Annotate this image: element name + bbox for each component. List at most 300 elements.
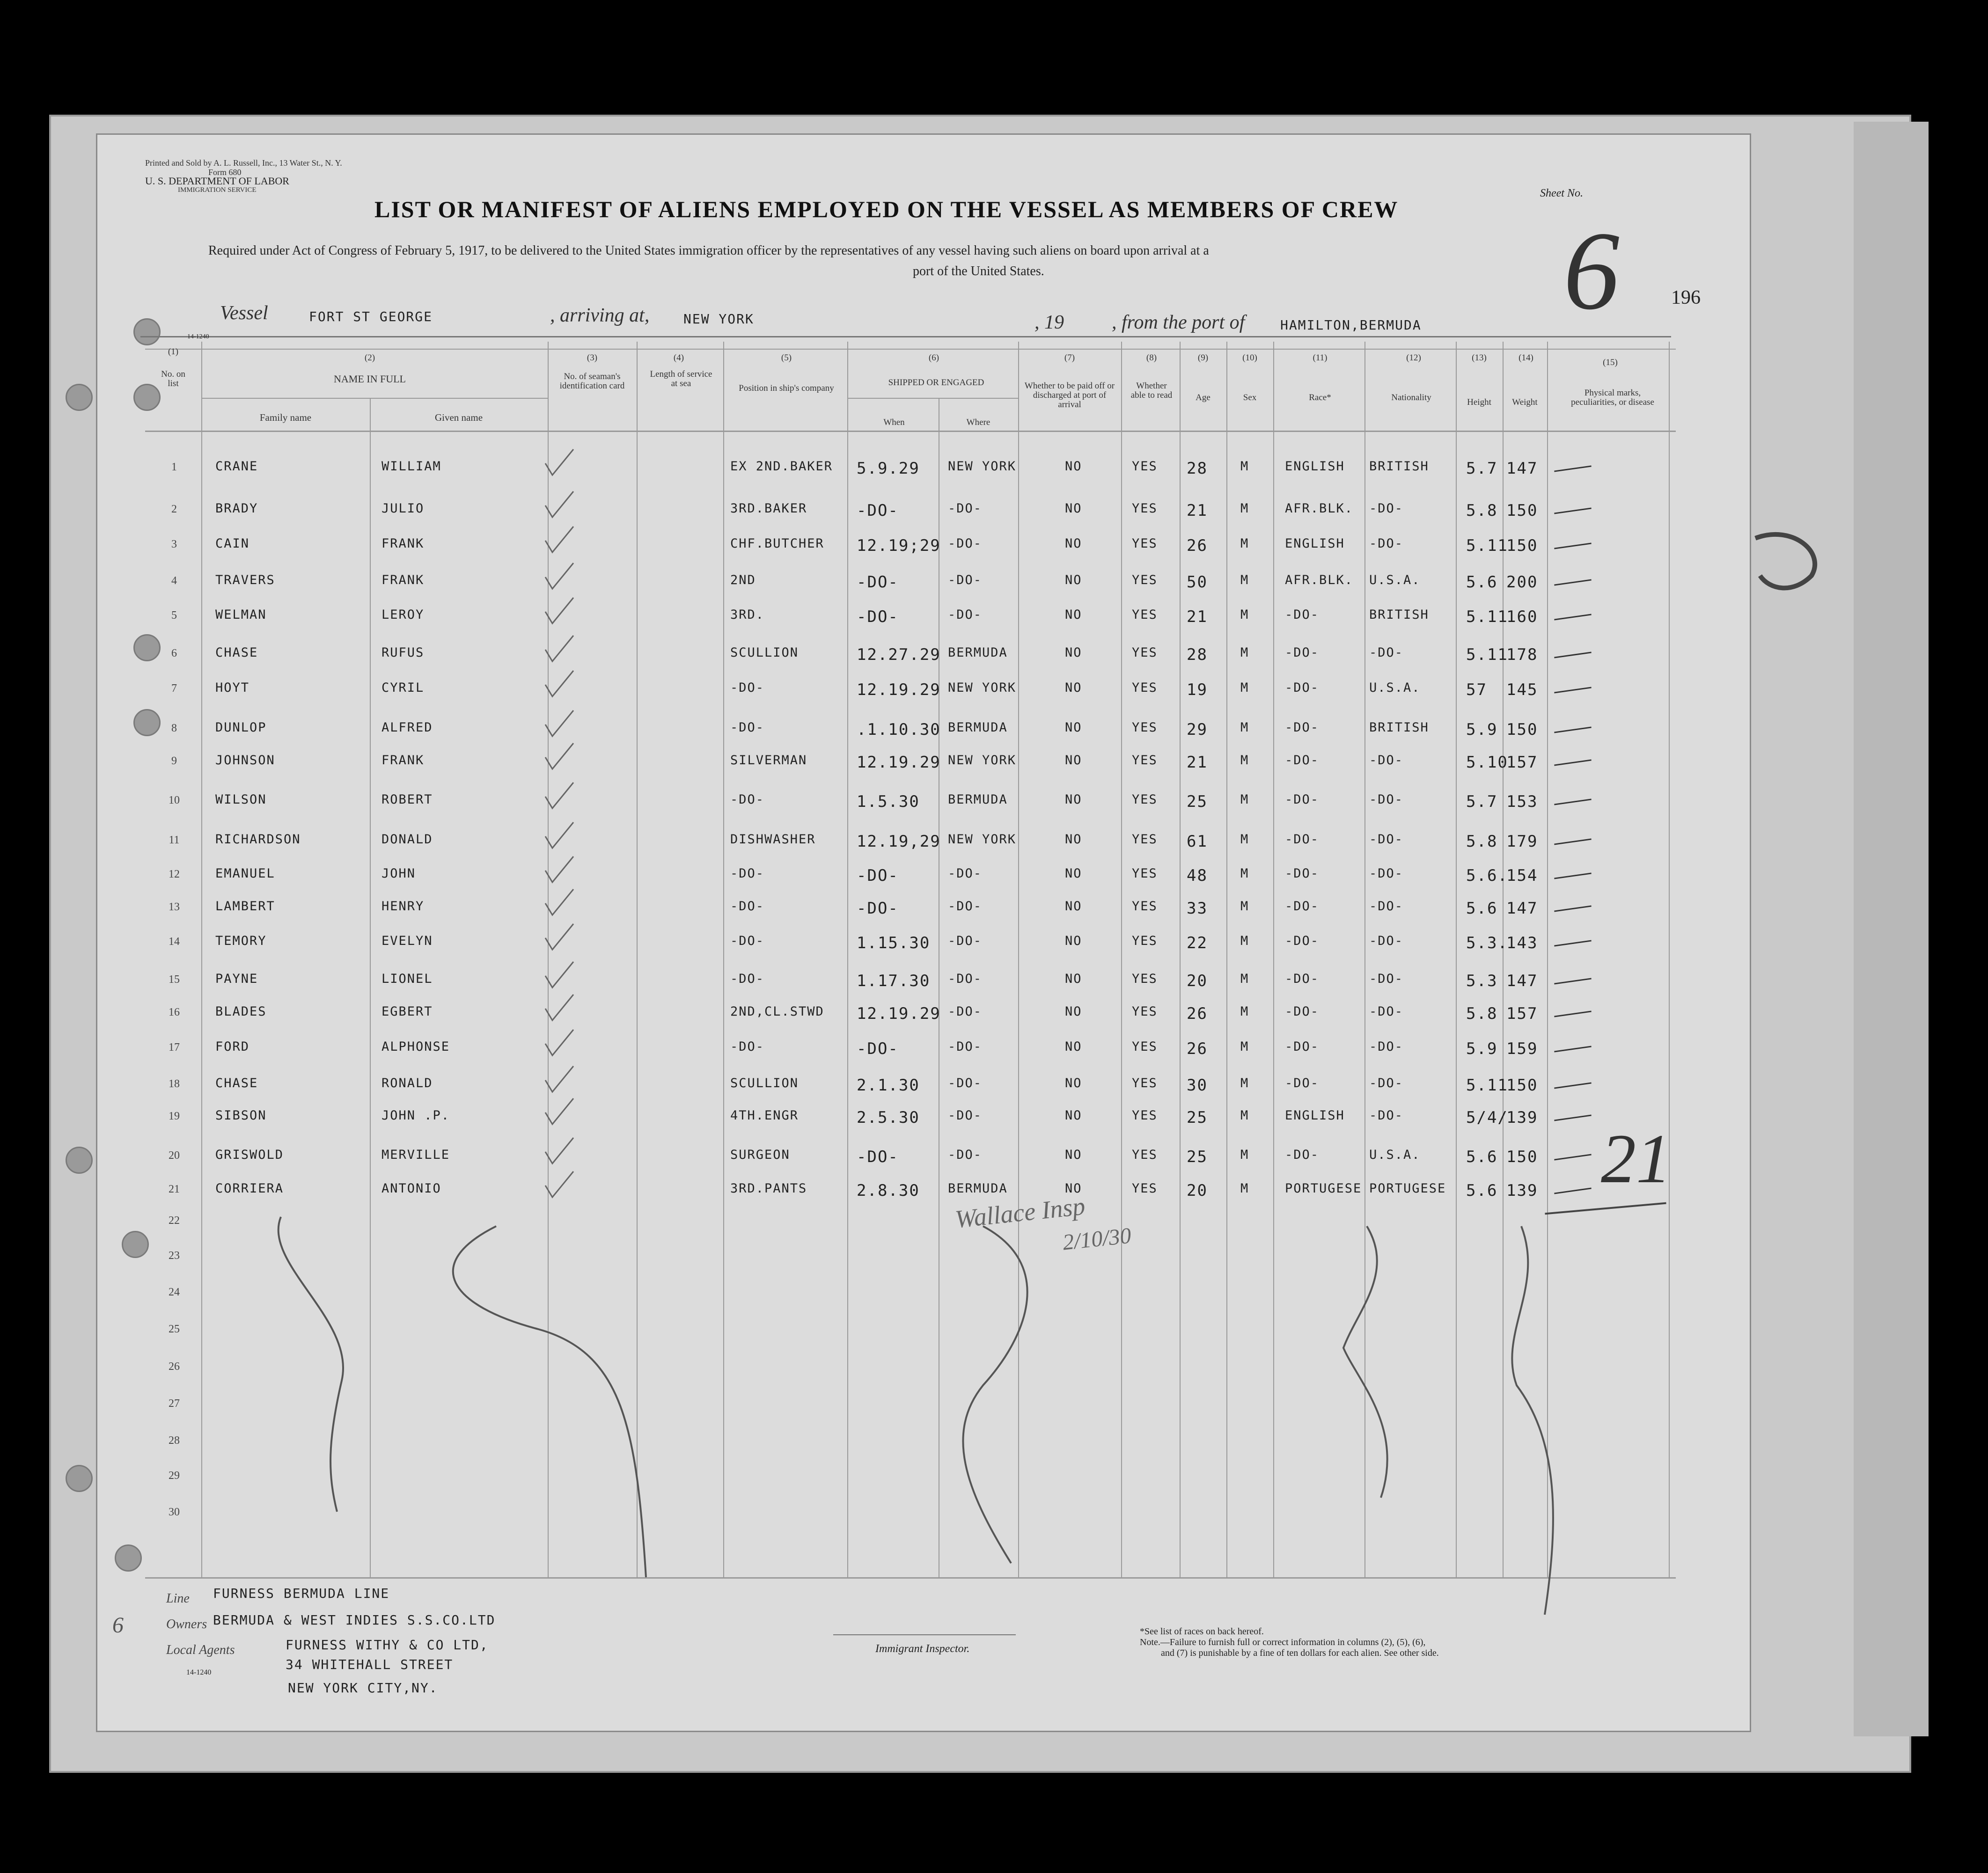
position: 3RD.	[730, 607, 765, 622]
height: 5.9	[1466, 1039, 1498, 1058]
race: -DO-	[1285, 866, 1320, 881]
able-to-read: YES	[1132, 1108, 1158, 1123]
able-to-read: YES	[1132, 501, 1158, 516]
paid-off: NO	[1065, 832, 1082, 847]
height: 5.11	[1466, 1076, 1508, 1095]
given-name: FRANK	[381, 573, 425, 587]
shipped-where: -DO-	[948, 536, 983, 551]
col4-header: Length of service at sea	[650, 369, 712, 388]
shipped-when: .1.10.30	[857, 720, 941, 739]
able-to-read: YES	[1132, 1039, 1158, 1054]
col11-header: Race*	[1309, 393, 1331, 402]
height: 5.11	[1466, 536, 1508, 555]
shipped-where: -DO-	[948, 899, 983, 914]
shipped-where: BERMUDA	[948, 720, 1008, 735]
col7-num: (7)	[1064, 353, 1075, 363]
race: ENGLISH	[1285, 459, 1345, 474]
col9-num: (9)	[1197, 353, 1209, 363]
position: DISHWASHER	[730, 832, 816, 847]
inspector-date: 2/10/30	[1061, 1223, 1133, 1255]
sex: M	[1240, 1039, 1249, 1054]
shipped-when: 2.5.30	[857, 1108, 920, 1127]
col6-num: (6)	[928, 353, 939, 363]
col-rule	[723, 342, 724, 1577]
row-number: 3	[171, 538, 177, 550]
nationality: BRITISH	[1369, 607, 1429, 622]
shipped-when: 1.17.30	[857, 972, 931, 990]
paid-off: NO	[1065, 866, 1082, 881]
header-top-rule	[145, 349, 1676, 350]
underlying-page-edge	[1854, 122, 1929, 1736]
inspector-signature-line	[833, 1634, 1016, 1635]
height: 5.3	[1466, 972, 1498, 990]
check-mark-icon	[543, 1027, 576, 1060]
col2a-header: Family name	[259, 412, 312, 423]
col-rule	[1226, 342, 1227, 1577]
check-mark-icon	[543, 887, 576, 920]
able-to-read: YES	[1132, 645, 1158, 660]
row-number: 26	[169, 1361, 180, 1373]
sex: M	[1240, 934, 1249, 948]
row-number: 27	[169, 1397, 180, 1410]
row-number: 11	[169, 834, 180, 846]
row-number: 28	[169, 1434, 180, 1447]
given-name: FRANK	[381, 753, 425, 768]
shipped-when: 1.15.30	[857, 934, 931, 952]
age: 50	[1187, 573, 1208, 592]
shipped-when: -DO-	[857, 607, 899, 626]
shipped-when: -DO-	[857, 899, 899, 918]
col11-num: (11)	[1313, 353, 1328, 363]
col12-num: (12)	[1406, 353, 1421, 363]
col9-header: Age	[1196, 393, 1210, 402]
header-bottom-rule	[145, 431, 1676, 432]
able-to-read: YES	[1132, 573, 1158, 587]
col3-num: (3)	[587, 353, 598, 363]
row-number: 20	[169, 1149, 180, 1162]
check-mark-icon	[543, 561, 576, 593]
position: 2ND,CL.STWD	[730, 1004, 824, 1019]
shipped-where: -DO-	[948, 1076, 983, 1090]
subtitle-line1: Required under Act of Congress of February 5, 1917, to be delivered to the United States immigration officer by the representatives of any vessel having such aliens on board upon arrival at a	[208, 243, 1209, 258]
position: -DO-	[730, 792, 765, 807]
weight: 139	[1506, 1108, 1538, 1127]
binder-hole	[122, 1231, 149, 1258]
row-number: 22	[169, 1215, 180, 1227]
age: 25	[1187, 1148, 1208, 1166]
position: CHF.BUTCHER	[730, 536, 824, 551]
age: 25	[1187, 792, 1208, 811]
height: 5.8	[1466, 501, 1498, 520]
age: 21	[1187, 501, 1208, 520]
age: 61	[1187, 832, 1208, 851]
check-mark-icon	[543, 992, 576, 1025]
shipped-where: -DO-	[948, 1004, 983, 1019]
sex: M	[1240, 607, 1249, 622]
race: AFR.BLK.	[1285, 501, 1354, 516]
paid-off: NO	[1065, 720, 1082, 735]
able-to-read: YES	[1132, 792, 1158, 807]
position: 3RD.PANTS	[730, 1181, 807, 1196]
family-name: CHASE	[215, 1076, 258, 1090]
row-number: 30	[169, 1506, 180, 1518]
family-name: CORRIERA	[215, 1181, 284, 1196]
given-name: MERVILLE	[381, 1148, 450, 1162]
age: 26	[1187, 1039, 1208, 1058]
col13-num: (13)	[1472, 353, 1487, 363]
form-number: Form 680	[208, 168, 242, 177]
able-to-read: YES	[1132, 934, 1158, 948]
nationality: -DO-	[1369, 792, 1404, 807]
weight: 157	[1506, 1004, 1538, 1023]
weight: 153	[1506, 792, 1538, 811]
check-mark-icon	[543, 959, 576, 992]
age: 20	[1187, 972, 1208, 990]
shipped-when: -DO-	[857, 1039, 899, 1058]
col10-num: (10)	[1242, 353, 1257, 363]
nationality: -DO-	[1369, 753, 1404, 768]
weight: 143	[1506, 934, 1538, 952]
race: -DO-	[1285, 899, 1320, 914]
check-mark-icon	[543, 1135, 576, 1168]
col6-subrule	[847, 398, 1018, 399]
row-number: 23	[169, 1250, 180, 1262]
col5-num: (5)	[781, 353, 792, 363]
row-number: 13	[169, 901, 180, 913]
shipped-where: -DO-	[948, 607, 983, 622]
row-number: 5	[171, 609, 177, 622]
shipped-where: NEW YORK	[948, 832, 1017, 847]
shipped-where: NEW YORK	[948, 680, 1017, 695]
arriving-label: , arriving at,	[550, 305, 650, 326]
family-name: WILSON	[215, 792, 267, 807]
family-name: PAYNE	[215, 972, 258, 986]
vessel-underline	[140, 336, 1671, 337]
sex: M	[1240, 753, 1249, 768]
family-name: TRAVERS	[215, 573, 275, 587]
page-title: LIST OR MANIFEST OF ALIENS EMPLOYED ON THE VESSEL AS MEMBERS OF CREW	[374, 196, 1399, 222]
col4-num: (4)	[673, 353, 684, 363]
row-number: 25	[169, 1323, 180, 1335]
check-mark-icon	[543, 633, 576, 666]
check-mark-icon	[543, 708, 576, 741]
age: 20	[1187, 1181, 1208, 1200]
row-number: 16	[169, 1006, 180, 1018]
able-to-read: YES	[1132, 866, 1158, 881]
family-name: GRISWOLD	[215, 1148, 284, 1162]
paid-off: NO	[1065, 899, 1082, 914]
age: 33	[1187, 899, 1208, 918]
check-mark-icon	[543, 668, 576, 701]
weight: 157	[1506, 753, 1538, 772]
weight: 150	[1506, 536, 1538, 555]
col14-num: (14)	[1519, 353, 1533, 363]
paid-off: NO	[1065, 1039, 1082, 1054]
sex: M	[1240, 1148, 1249, 1162]
able-to-read: YES	[1132, 1148, 1158, 1162]
row-number: 15	[169, 973, 180, 986]
shipped-when: 12.27.29	[857, 645, 941, 664]
row-number: 1	[171, 461, 177, 473]
subtitle-line2: port of the United States.	[913, 264, 1044, 278]
family-name: CHASE	[215, 645, 258, 660]
height: 5.6	[1466, 899, 1498, 918]
nationality: -DO-	[1369, 1004, 1404, 1019]
paid-off: NO	[1065, 536, 1082, 551]
sex: M	[1240, 501, 1249, 516]
position: 4TH.ENGR	[730, 1108, 799, 1123]
family-name: DUNLOP	[215, 720, 267, 735]
shipped-when: 1.5.30	[857, 792, 920, 811]
shipped-when: 12.19.29	[857, 1004, 941, 1023]
family-name: SIBSON	[215, 1108, 267, 1123]
given-name: LIONEL	[381, 972, 433, 986]
family-name: RICHARDSON	[215, 832, 301, 847]
shipped-when: 12.19;29	[857, 536, 941, 555]
col7-header: Whether to be paid off or discharged at port of arrival	[1024, 381, 1115, 410]
able-to-read: YES	[1132, 459, 1158, 474]
shipped-when: -DO-	[857, 1148, 899, 1166]
paid-off: NO	[1065, 1148, 1082, 1162]
sex: M	[1240, 832, 1249, 847]
family-name: BLADES	[215, 1004, 267, 1019]
given-name: RUFUS	[381, 645, 425, 660]
sex: M	[1240, 972, 1249, 986]
col8-header: Whether able to read	[1130, 381, 1173, 400]
inspector-signature: Wallace Insp	[954, 1192, 1086, 1234]
col-rule	[370, 398, 371, 1577]
age: 21	[1187, 607, 1208, 626]
given-name: FRANK	[381, 536, 425, 551]
able-to-read: YES	[1132, 753, 1158, 768]
col12-header: Nationality	[1391, 393, 1431, 402]
given-name: WILLIAM	[381, 459, 441, 474]
position: -DO-	[730, 866, 765, 881]
position: -DO-	[730, 899, 765, 914]
binder-hole	[133, 709, 161, 736]
shipped-when: 12.19,29	[857, 832, 941, 851]
footer-agents-value1: FURNESS WITHY & CO LTD,	[286, 1637, 489, 1653]
position: -DO-	[730, 972, 765, 986]
binder-hole	[115, 1544, 142, 1572]
shipped-where: NEW YORK	[948, 459, 1017, 474]
nationality: -DO-	[1369, 934, 1404, 948]
printer-line: Printed and Sold by A. L. Russell, Inc., 13 Water St., N. Y.	[145, 158, 342, 168]
family-name: BRADY	[215, 501, 258, 516]
age: 30	[1187, 1076, 1208, 1095]
race: ENGLISH	[1285, 536, 1345, 551]
inspector-label: Immigrant Inspector.	[875, 1643, 970, 1655]
paid-off: NO	[1065, 573, 1082, 587]
able-to-read: YES	[1132, 832, 1158, 847]
paid-off: NO	[1065, 680, 1082, 695]
race: -DO-	[1285, 1148, 1320, 1162]
check-mark-icon	[543, 524, 576, 557]
race: -DO-	[1285, 934, 1320, 948]
row-number: 17	[169, 1041, 180, 1054]
col2-num: (2)	[364, 353, 375, 363]
row-number: 8	[171, 722, 177, 734]
sex: M	[1240, 1004, 1249, 1019]
footer-note1: *See list of races on back hereof.	[1140, 1626, 1264, 1637]
height: 5.10	[1466, 753, 1508, 772]
able-to-read: YES	[1132, 536, 1158, 551]
race: -DO-	[1285, 1076, 1320, 1090]
check-mark-icon	[543, 595, 576, 628]
age: 26	[1187, 1004, 1208, 1023]
height: 5.7	[1466, 459, 1498, 478]
paid-off: NO	[1065, 1076, 1082, 1090]
race: ENGLISH	[1285, 1108, 1345, 1123]
position: -DO-	[730, 934, 765, 948]
position: SCULLION	[730, 645, 799, 660]
race: AFR.BLK.	[1285, 573, 1354, 587]
nationality: PORTUGESE	[1369, 1181, 1446, 1196]
family-name: TEMORY	[215, 934, 267, 948]
height: 5.3.	[1466, 934, 1508, 952]
service: IMMIGRATION SERVICE	[178, 186, 257, 194]
height: 5.11	[1466, 607, 1508, 626]
paid-off: NO	[1065, 607, 1082, 622]
row-number: 10	[169, 794, 180, 806]
given-name: HENRY	[381, 899, 425, 914]
race: -DO-	[1285, 972, 1320, 986]
shipped-when: 12.19.29	[857, 753, 941, 772]
nationality: -DO-	[1369, 536, 1404, 551]
race: -DO-	[1285, 832, 1320, 847]
col2-subrule	[201, 398, 548, 399]
sex: M	[1240, 459, 1249, 474]
nationality: BRITISH	[1369, 459, 1429, 474]
col-rule	[1180, 342, 1181, 1577]
nationality: -DO-	[1369, 972, 1404, 986]
footer-owners-label: Owners	[166, 1617, 207, 1632]
able-to-read: YES	[1132, 1076, 1158, 1090]
able-to-read: YES	[1132, 899, 1158, 914]
handwritten-total: 21	[1601, 1120, 1671, 1198]
given-name: EGBERT	[381, 1004, 433, 1019]
footer-line-label: Line	[166, 1591, 190, 1606]
col-rule	[201, 342, 202, 1577]
footer-agents-value2: 34 WHITEHALL STREET	[286, 1657, 454, 1672]
nationality: -DO-	[1369, 866, 1404, 881]
family-name: WELMAN	[215, 607, 267, 622]
weight: 150	[1506, 720, 1538, 739]
weight: 150	[1506, 1076, 1538, 1095]
arriving-port: NEW YORK	[683, 311, 754, 327]
paid-off: NO	[1065, 934, 1082, 948]
row-number: 24	[169, 1286, 180, 1298]
col2b-header: Given name	[434, 412, 483, 423]
row-number: 21	[169, 1183, 180, 1195]
able-to-read: YES	[1132, 720, 1158, 735]
paid-off: NO	[1065, 1004, 1082, 1019]
race: -DO-	[1285, 720, 1320, 735]
binder-hole	[133, 318, 161, 345]
paid-off: NO	[1065, 645, 1082, 660]
footer-form-code: 14-1240	[186, 1668, 212, 1676]
binder-hole	[66, 1465, 93, 1492]
weight: 139	[1506, 1181, 1538, 1200]
check-mark-icon	[543, 489, 576, 522]
family-name: CRANE	[215, 459, 258, 474]
position: 3RD.BAKER	[730, 501, 807, 516]
family-name: FORD	[215, 1039, 250, 1054]
col8-num: (8)	[1146, 353, 1157, 363]
race: -DO-	[1285, 753, 1320, 768]
given-name: DONALD	[381, 832, 433, 847]
col-rule	[637, 342, 638, 1577]
footer-owners-value: BERMUDA & WEST INDIES S.S.CO.LTD	[213, 1612, 496, 1628]
age: 48	[1187, 866, 1208, 885]
shipped-when: 2.8.30	[857, 1181, 920, 1200]
check-mark-icon	[543, 854, 576, 887]
from-label: , from the port of	[1112, 312, 1245, 333]
given-name: ROBERT	[381, 792, 433, 807]
nationality: -DO-	[1369, 1039, 1404, 1054]
shipped-where: -DO-	[948, 972, 983, 986]
position: SCULLION	[730, 1076, 799, 1090]
paid-off: NO	[1065, 753, 1082, 768]
col-rule	[1547, 342, 1548, 1577]
sex: M	[1240, 792, 1249, 807]
footer-agents-value3: NEW YORK CITY,NY.	[288, 1680, 438, 1696]
given-name: JULIO	[381, 501, 425, 516]
check-mark-icon	[543, 820, 576, 853]
age: 28	[1187, 645, 1208, 664]
nationality: U.S.A.	[1369, 680, 1421, 695]
sex: M	[1240, 720, 1249, 735]
family-name: JOHNSON	[215, 753, 275, 768]
col13-header: Height	[1467, 397, 1491, 407]
shipped-where: -DO-	[948, 1108, 983, 1123]
shipped-where: -DO-	[948, 866, 983, 881]
col-rule	[1503, 342, 1504, 1577]
check-mark-icon	[543, 741, 576, 774]
weight: 150	[1506, 501, 1538, 520]
nationality: BRITISH	[1369, 720, 1429, 735]
shipped-where: BERMUDA	[948, 645, 1008, 660]
footer-note3: and (7) is punishable by a fine of ten dollars for each alien. See other side.	[1161, 1648, 1439, 1658]
nationality: -DO-	[1369, 832, 1404, 847]
check-mark-icon	[543, 922, 576, 954]
weight: 154	[1506, 866, 1538, 885]
nationality: -DO-	[1369, 1076, 1404, 1090]
race: -DO-	[1285, 645, 1320, 660]
sex: M	[1240, 1181, 1249, 1196]
shipped-when: 12.19.29	[857, 680, 941, 699]
position: -DO-	[730, 720, 765, 735]
sex: M	[1240, 680, 1249, 695]
weight: 200	[1506, 573, 1538, 592]
age: 29	[1187, 720, 1208, 739]
given-name: JOHN	[381, 866, 416, 881]
margin-mark: 6	[112, 1613, 124, 1638]
row-number: 6	[171, 647, 177, 659]
row-number: 12	[169, 868, 180, 880]
family-name: LAMBERT	[215, 899, 275, 914]
nationality: -DO-	[1369, 1108, 1404, 1123]
weight: 147	[1506, 972, 1538, 990]
age: 28	[1187, 459, 1208, 478]
year-label: , 19	[1034, 312, 1064, 333]
weight: 159	[1506, 1039, 1538, 1058]
from-port: HAMILTON,BERMUDA	[1280, 317, 1422, 333]
shipped-where: -DO-	[948, 573, 983, 587]
col6b-header: Where	[966, 417, 990, 427]
paid-off: NO	[1065, 501, 1082, 516]
height: 5.8	[1466, 832, 1498, 851]
